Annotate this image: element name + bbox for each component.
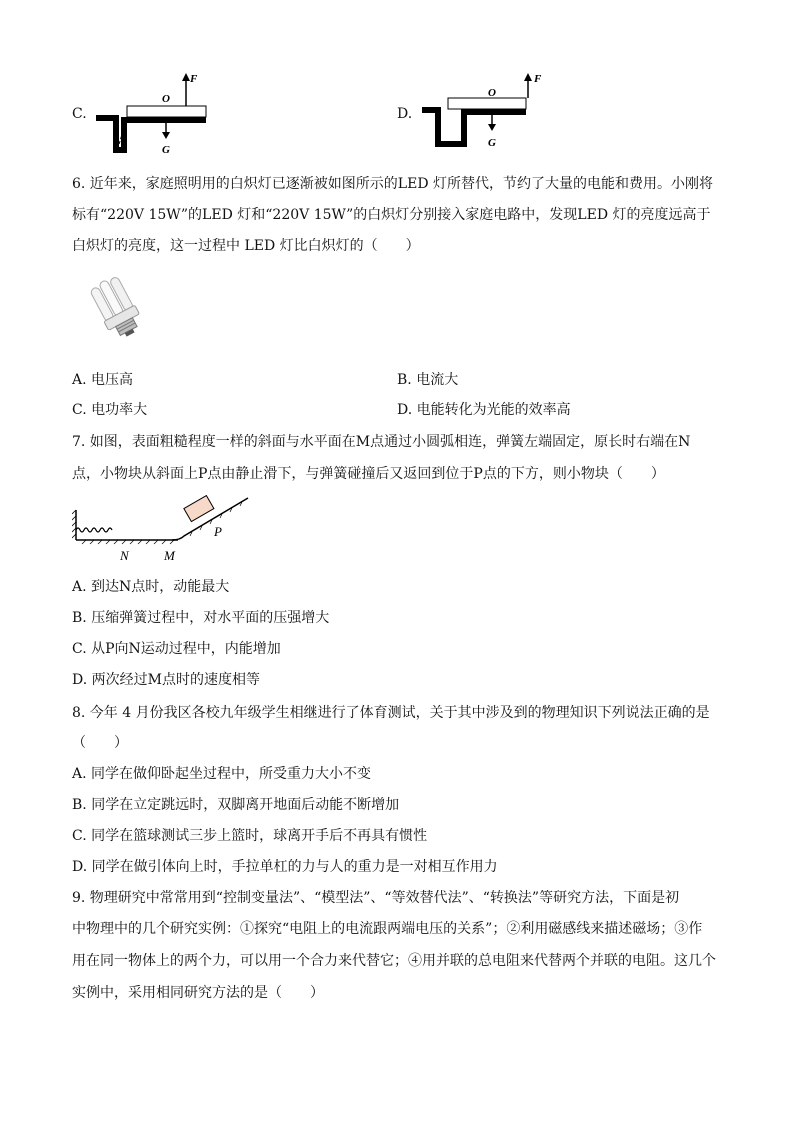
q5-figure-c xyxy=(92,70,222,155)
q7-stem-line2: 点，小物块从斜面上P点由静止滑下，与弹簧碰撞后又返回到位于P点的下方，则小物块（ ） xyxy=(72,466,665,482)
q8-option-d[interactable]: D. 同学在做引体向上时，手拉单杠的力与人的重力是一对相互作用力 xyxy=(72,859,498,875)
q6-stem-line2: 标有“220V 15W”的LED 灯和“220V 15W”的白炽灯分别接入家庭电路中，发现LED 灯的亮度远高于 xyxy=(72,207,711,223)
q7-stem-line1: 7. 如图，表面粗糙程度一样的斜面与水平面在M点通过小圆弧相连，弹簧左端固定，原长时右端在N xyxy=(72,434,691,450)
q7-point-p-label: P xyxy=(214,524,222,539)
q7-incline-spring-figure xyxy=(72,490,252,565)
q9-stem-line3: 用在同一物体上的两个力，可以用一个合力来代替它；④用并联的总电阻来代替两个并联的电阻。这几个 xyxy=(72,953,716,969)
led-bulb-image xyxy=(70,276,162,342)
q5-d-gravity-g-label: G xyxy=(488,137,496,149)
q7-point-m-label: M xyxy=(164,548,175,563)
q5-option-d-label[interactable]: D. xyxy=(397,106,413,122)
q6-stem-line3: 白炽灯的亮度，这一过程中 LED 灯比白炽灯的（ ） xyxy=(72,238,420,254)
q6-option-b[interactable]: B. 电流大 xyxy=(397,372,459,388)
q6-stem-line1: 6. 近年来，家庭照明用的白炽灯已逐渐被如图所示的LED 灯所替代，节约了大量的电能和费用。小刚将 xyxy=(72,176,713,192)
q5-d-pivot-o-label: O xyxy=(488,87,496,99)
q5-option-c-label[interactable]: C. xyxy=(72,106,87,122)
q9-stem-line2: 中物理中的几个研究实例：①探究“电阻上的电流跟两端电压的关系”；②利用磁感线来描述磁场；③作 xyxy=(72,921,703,937)
q8-option-a[interactable]: A. 同学在做仰卧起坐过程中，所受重力大小不变 xyxy=(72,766,372,782)
q5-c-pivot-o-label: O xyxy=(162,93,170,105)
q6-option-d[interactable]: D. 电能转化为光能的效率高 xyxy=(397,402,571,418)
q8-option-b[interactable]: B. 同学在立定跳远时，双脚离开地面后动能不断增加 xyxy=(72,797,400,813)
q9-stem-line4: 实例中，采用相同研究方法的是（ ） xyxy=(72,985,324,1001)
q8-stem-line1: 8. 今年 4 月份我区各校九年级学生相继进行了体育测试，关于其中涉及到的物理知识下列说法正确的是 xyxy=(72,705,710,721)
q5-d-force-f-label: F xyxy=(534,73,542,85)
q6-option-c[interactable]: C. 电功率大 xyxy=(72,402,148,418)
q7-option-c[interactable]: C. 从P向N运动过程中，内能增加 xyxy=(72,641,281,657)
q8-option-c[interactable]: C. 同学在篮球测试三步上篮时，球离开手后不再具有惯性 xyxy=(72,828,428,844)
q7-option-a[interactable]: A. 到达N点时，动能最大 xyxy=(72,579,230,595)
q7-option-b[interactable]: B. 压缩弹簧过程中，对水平面的压强增大 xyxy=(72,610,330,626)
q6-option-a[interactable]: A. 电压高 xyxy=(72,372,134,388)
q5-c-force-f-label: F xyxy=(190,73,198,85)
q9-stem-line1: 9. 物理研究中常常用到“控制变量法”、“模型法”、“等效替代法”、“转换法”等研究方法，下面是初 xyxy=(72,890,680,906)
q7-point-n-label: N xyxy=(120,548,129,563)
q5-figure-d xyxy=(418,70,548,155)
q5-c-gravity-g-label: G xyxy=(162,144,170,155)
q7-option-d[interactable]: D. 两次经过M点时的速度相等 xyxy=(72,672,260,688)
q8-stem-line2: （ ） xyxy=(72,735,128,751)
